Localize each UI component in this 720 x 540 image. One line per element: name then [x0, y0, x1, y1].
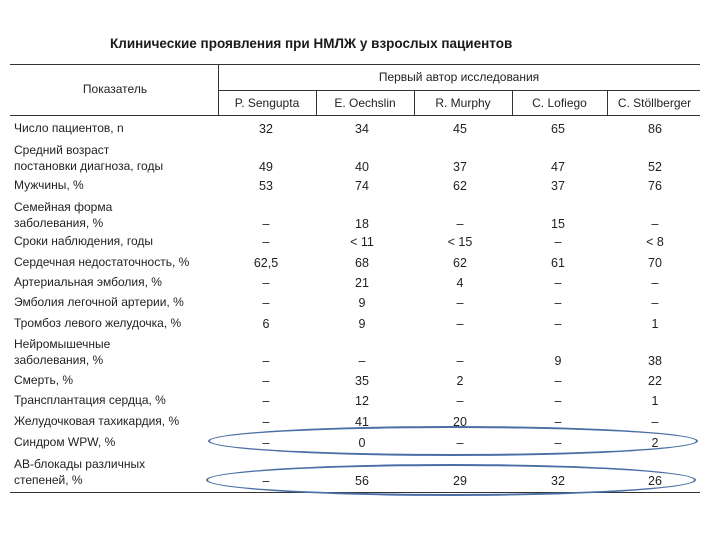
table-cell: – [262, 235, 270, 249]
table-cell: 74 [355, 179, 369, 193]
table-cell: – [262, 415, 270, 429]
row-label [14, 142, 163, 174]
table-cell: – [554, 235, 562, 249]
table-cell: – [456, 317, 464, 331]
row-label [14, 254, 189, 270]
row-label-line: Семейная форма [14, 200, 113, 214]
author-header: E. Oechslin [334, 96, 396, 110]
row-label-line: Число пациентов, n [14, 121, 124, 135]
row-label-line: Артериальная эмболия, % [14, 275, 162, 289]
table-title: Клинические проявления при НМЛЖ у взрослых пациентов [110, 36, 513, 51]
table-cell: 1 [651, 394, 659, 408]
row-label-line: Синдром WPW, % [14, 435, 116, 449]
row-label-line: степеней, % [14, 473, 83, 487]
table-cell: – [262, 394, 270, 408]
table-cell: 0 [358, 436, 366, 450]
table-top-rule [10, 64, 700, 65]
table-cell: 35 [355, 374, 369, 388]
table-cell: 9 [358, 296, 366, 310]
row-label-line: Тромбоз левого желудочка, % [14, 316, 182, 330]
table-cell: 32 [259, 122, 273, 136]
table-cell: – [554, 394, 562, 408]
table-cell: – [554, 296, 562, 310]
row-label-line: Нейромышечные [14, 337, 111, 351]
table-cell: – [262, 474, 270, 488]
table-cell: 52 [648, 160, 662, 174]
table-cell: < 11 [350, 235, 374, 249]
table-cell: 37 [551, 179, 565, 193]
table-cell: 12 [355, 394, 369, 408]
row-label-line: заболевания, % [14, 353, 104, 367]
table-cell: 62 [453, 256, 467, 270]
row-label-line: Мужчины, % [14, 178, 84, 192]
row-label [14, 372, 73, 388]
table-cell: 49 [259, 160, 273, 174]
table-cell: – [456, 296, 464, 310]
table-cell: 26 [648, 474, 662, 488]
row-label-line: Желудочковая тахикардия, % [14, 414, 180, 428]
group-header: Первый автор исследования [378, 70, 540, 84]
row-label [14, 199, 112, 231]
highlight-ellipse-wpw [208, 426, 698, 456]
table-cell: 62,5 [253, 256, 279, 270]
table-cell: 20 [453, 415, 467, 429]
row-label-line: Трансплантация сердца, % [14, 393, 166, 407]
row-label [14, 434, 115, 450]
table-cell: < 15 [447, 235, 473, 249]
header-bottom-rule [10, 115, 700, 116]
row-label [14, 315, 181, 331]
table-cell: 2 [651, 436, 659, 450]
table-cell: 29 [453, 474, 467, 488]
author-header: C. Stöllberger [617, 96, 692, 110]
table-cell: 45 [453, 122, 467, 136]
row-label [14, 274, 162, 290]
table-cell: 34 [355, 122, 369, 136]
author-header: C. Lofiego [532, 96, 587, 110]
table-cell: 53 [259, 179, 273, 193]
table-cell: 9 [554, 354, 562, 368]
row-label-line: Средний возраст [14, 143, 110, 157]
table-cell: – [262, 374, 270, 388]
table-cell: – [262, 296, 270, 310]
table-cell: – [262, 276, 270, 290]
table-cell: 41 [355, 415, 369, 429]
row-label-line: постановки диагноза, годы [14, 159, 164, 173]
row-label-line: заболевания, % [14, 216, 104, 230]
row-label-line: Сердечная недостаточность, % [14, 255, 190, 269]
row-label [14, 177, 84, 193]
author-group-rule [218, 90, 700, 91]
table-cell: 40 [355, 160, 369, 174]
row-label [14, 233, 153, 249]
table-cell: – [554, 317, 562, 331]
table-cell: 38 [648, 354, 662, 368]
table-cell: 15 [551, 217, 565, 231]
author-header: P. Sengupta [234, 96, 300, 110]
table-cell: – [262, 436, 270, 450]
table-cell: 47 [551, 160, 565, 174]
table-cell: – [554, 436, 562, 450]
table-cell: 22 [648, 374, 662, 388]
row-label-line: АВ-блокады различных [14, 457, 146, 471]
table-cell: 68 [355, 256, 369, 270]
table-cell: 86 [648, 122, 662, 136]
table-cell: – [358, 354, 366, 368]
table-cell: – [651, 415, 659, 429]
author-header: R. Murphy [435, 96, 491, 110]
row-label [14, 456, 145, 488]
table-cell: – [651, 276, 659, 290]
table-cell: – [456, 394, 464, 408]
table-cell: 18 [355, 217, 369, 231]
table-cell: 61 [551, 256, 565, 270]
row-label [14, 392, 166, 408]
table-cell: – [651, 217, 659, 231]
table-cell: 2 [456, 374, 464, 388]
table-cell: – [651, 296, 659, 310]
table-cell: 4 [456, 276, 464, 290]
table-cell: 56 [355, 474, 369, 488]
table-cell: 1 [651, 317, 659, 331]
table-cell: 70 [648, 256, 662, 270]
table-cell: 62 [453, 179, 467, 193]
table-cell: 9 [358, 317, 366, 331]
table-cell: 76 [648, 179, 662, 193]
row-label [14, 413, 179, 429]
row-label-line: Эмболия легочной артерии, % [14, 295, 184, 309]
table-cell: – [262, 354, 270, 368]
table-cell: – [554, 276, 562, 290]
table-cell: – [456, 217, 464, 231]
row-label [14, 336, 110, 368]
row-label-line: Смерть, % [14, 373, 74, 387]
table-cell: 37 [453, 160, 467, 174]
table-cell: 32 [551, 474, 565, 488]
indicator-header: Показатель [82, 82, 148, 96]
table-cell: < 8 [646, 235, 664, 249]
table-cell: 21 [355, 276, 369, 290]
highlight-ellipse-av-block [206, 464, 696, 496]
row-label-line: Сроки наблюдения, годы [14, 234, 153, 248]
table-cell: – [456, 354, 464, 368]
table-cell: – [554, 374, 562, 388]
row-label [14, 120, 124, 136]
table-cell: – [262, 217, 270, 231]
table-cell: 65 [551, 122, 565, 136]
table-cell: 6 [262, 317, 270, 331]
table-cell: – [456, 436, 464, 450]
table-cell: – [554, 415, 562, 429]
row-label [14, 294, 184, 310]
